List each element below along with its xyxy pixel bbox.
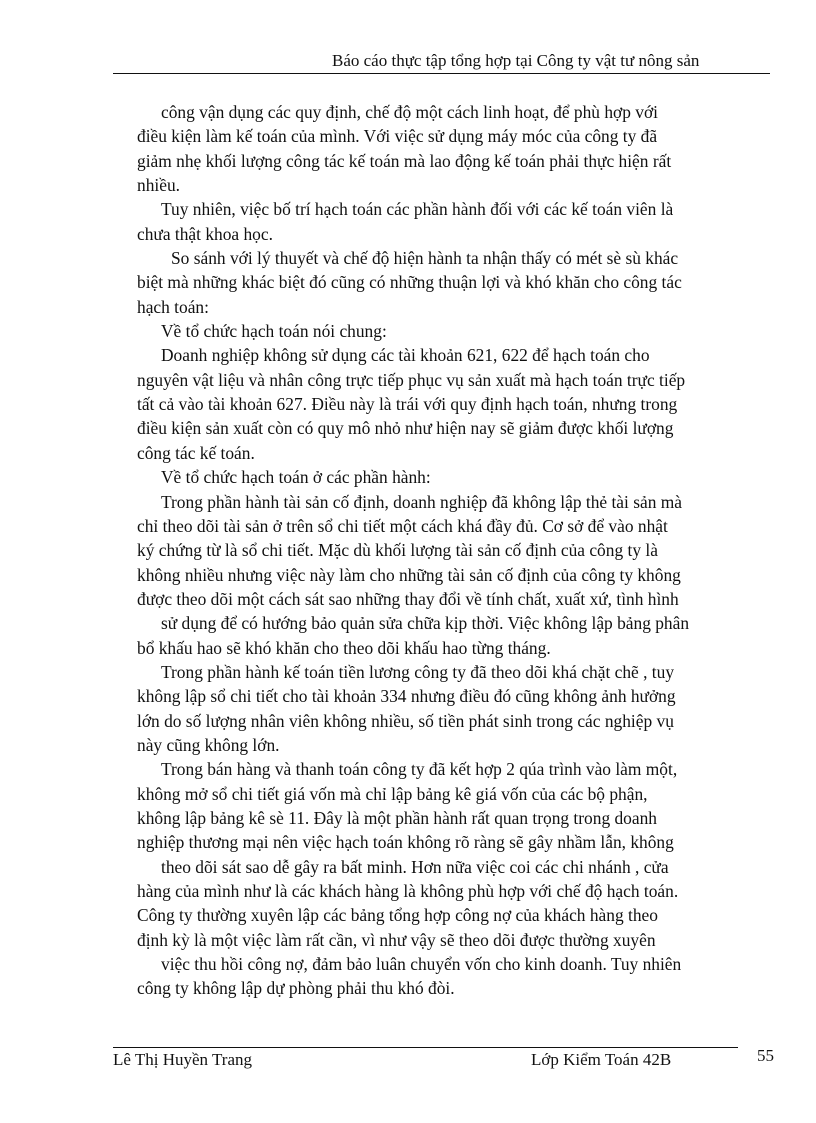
body-line: Trong phần hành kế toán tiền lương công ty đã theo dõi khá chặt chẽ , tuy bbox=[161, 661, 675, 682]
page-number: 55 bbox=[757, 1046, 774, 1065]
body-line: giảm nhẹ khối lượng công tác kế toán mà lao động kế toán phải thực hiện rất bbox=[137, 150, 672, 171]
body-line: ký chứng từ là sổ chi tiết. Mặc dù khối lượng tài sản cố định của công ty là bbox=[137, 540, 658, 561]
body-line: Tuy nhiên, việc bố trí hạch toán các phần hành đối với các kế toán viên là bbox=[161, 199, 674, 220]
header-divider bbox=[113, 73, 770, 74]
body-line: hạch toán: bbox=[137, 296, 209, 317]
body-line: tất cả vào tài khoản 627. Điều này là trái với quy định hạch toán, nhưng trong bbox=[137, 394, 678, 415]
body-line: không lập bảng kê sè 11. Đây là một phần hành rất quan trọng trong doanh bbox=[137, 807, 657, 828]
body-line: lớn do số lượng nhân viên không nhiều, số tiền phát sinh trong các nghiệp vụ bbox=[137, 710, 674, 731]
body-line: biệt mà những khác biệt đó cũng có những thuận lợi và khó khăn cho công tác bbox=[137, 272, 682, 293]
body-line: sử dụng để có hướng bảo quản sửa chữa kịp thời. Việc không lập bảng phân bbox=[161, 613, 690, 634]
body-line: không lập sổ chi tiết cho tài khoản 334 nhưng điều đó cũng không ảnh hưởng bbox=[137, 686, 676, 707]
body-line: Doanh nghiệp không sử dụng các tài khoản 621, 622 để hạch toán cho bbox=[161, 345, 650, 366]
body-line: công ty không lập dự phòng phải thu khó đòi. bbox=[137, 978, 455, 999]
footer-author: Lê Thị Huyền Trang bbox=[113, 1050, 252, 1069]
body-line: Về tổ chức hạch toán nói chung: bbox=[161, 321, 387, 342]
footer-class-name: Lớp Kiểm Toán 42B bbox=[531, 1050, 672, 1069]
body-line: không mở sổ chi tiết giá vốn mà chỉ lập bảng kê giá vốn của các bộ phận, bbox=[137, 783, 648, 804]
body-line: điều kiện làm kế toán của mình. Với việc sử dụng máy móc của công ty đã bbox=[137, 126, 658, 147]
body-line: không nhiều nhưng việc này làm cho những tài sản cố định của công ty không bbox=[137, 564, 681, 585]
body-line: Về tổ chức hạch toán ở các phần hành: bbox=[161, 467, 431, 488]
body-line: công tác kế toán. bbox=[137, 442, 255, 463]
body-line: nghiệp thương mại nên việc hạch toán không rõ ràng sẽ gây nhầm lẫn, không bbox=[137, 832, 674, 853]
body-line: So sánh với lý thuyết và chế độ hiện hành ta nhận thấy có mét sè sù khác bbox=[171, 248, 679, 269]
body-line: bổ khấu hao sẽ khó khăn cho theo dõi khấu hao từng tháng. bbox=[137, 637, 551, 658]
body-line: công vận dụng các quy định, chế độ một cách linh hoạt, để phù hợp với bbox=[161, 102, 659, 122]
page-header-title: Báo cáo thực tập tổng hợp tại Công ty vật tư nông sản bbox=[332, 51, 700, 70]
body-line: nguyên vật liệu và nhân công trực tiếp phục vụ sản xuất mà hạch toán trực tiếp bbox=[137, 369, 686, 390]
footer-divider bbox=[113, 1047, 738, 1048]
body-line: điều kiện sản xuất còn có quy mô nhỏ như hiện nay sẽ giảm được khối lượng bbox=[137, 418, 674, 439]
body-line: chỉ theo dõi tài sản ở trên sổ chi tiết một cách khá đầy đủ. Cơ sở để vào nhật bbox=[137, 515, 668, 536]
body-line: theo dõi sát sao dễ gây ra bất minh. Hơn nữa việc coi các chi nhánh , cửa bbox=[161, 856, 669, 877]
body-text bbox=[137, 100, 761, 1001]
body-line: Trong bán hàng và thanh toán công ty đã kết hợp 2 qúa trình vào làm một, bbox=[161, 759, 678, 780]
body-line: nhiều. bbox=[137, 175, 180, 196]
body-line: này cũng không lớn. bbox=[137, 734, 280, 755]
body-line: định kỳ là một việc làm rất cần, vì như vậy sẽ theo dõi được thường xuyên bbox=[137, 929, 656, 950]
body-line: Trong phần hành tài sản cố định, doanh nghiệp đã không lập thẻ tài sản mà bbox=[161, 491, 682, 512]
body-line: chưa thật khoa học. bbox=[137, 223, 273, 244]
body-line: hàng của mình như là các khách hàng là không phù hợp với chế độ hạch toán. bbox=[137, 881, 679, 901]
body-line: việc thu hồi công nợ, đảm bảo luân chuyển vốn cho kinh doanh. Tuy nhiên bbox=[161, 954, 682, 975]
body-line: Công ty thường xuyên lập các bảng tổng hợp công nợ của khách hàng theo bbox=[137, 905, 658, 926]
body-line: được theo dõi một cách sát sao những thay đổi về tính chất, xuất xứ, tình hình bbox=[137, 588, 679, 609]
